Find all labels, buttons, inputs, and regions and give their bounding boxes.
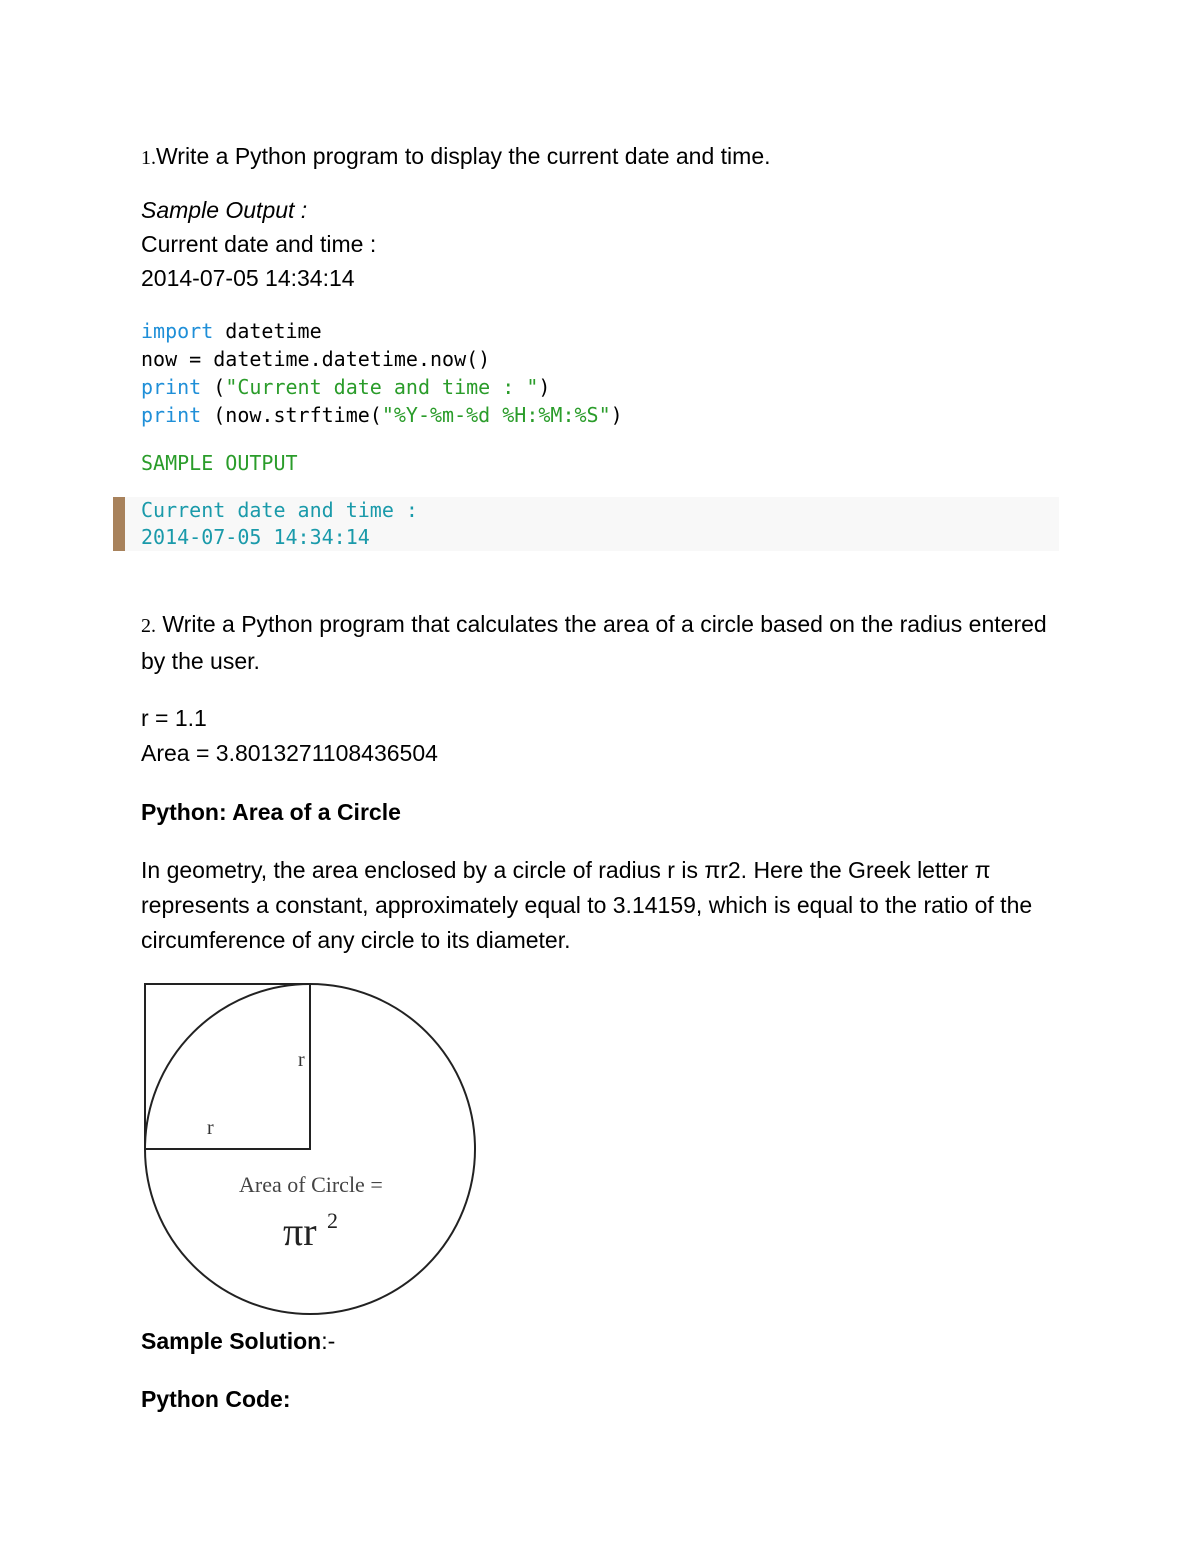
formula-exponent: 2 [327,1208,338,1233]
sample-output-heading: SAMPLE OUTPUT [141,451,298,475]
question-2-title [141,607,1061,679]
sample-solution-suffix: :- [321,1328,336,1354]
question-1-number: 1. [141,147,156,169]
output-line-2: 2014-07-05 14:34:14 [141,525,370,549]
radius-square [145,984,310,1149]
circle-diagram [141,980,481,1320]
question-1-text: Write a Python program to display the current date and time. [156,143,771,169]
area-heading: Python: Area of a Circle [141,799,401,825]
sample-output-line-2: 2014-07-05 14:34:14 [141,265,355,291]
radius-label-vertical: r [298,1049,305,1071]
geometry-paragraph: In geometry, the area enclosed by a circle of radius r is πr2. Here the Greek letter π represents a constant, approximately equal to 3.14159, which is equal to the ratio of the circumference of any circle to its diameter. [141,857,1033,953]
python-code-heading: Python Code: [141,1386,291,1412]
question-2-number: 2. [141,615,156,637]
radius-label-horizontal: r [207,1117,214,1139]
output-box [113,497,1059,551]
sample-solution-heading [141,1324,1061,1358]
sample-output-line-1: Current date and time : [141,231,377,257]
sample-output-label: Sample Output : [141,197,308,223]
code-line-1: import datetime [141,319,322,343]
sample-solution-label: Sample Solution [141,1328,322,1354]
document-page [141,138,1061,1416]
area-value: Area = 3.8013271108436504 [141,740,438,766]
circle-area-figure [141,980,481,1320]
code-line-3: print ("Current date and time : ") [141,375,551,399]
radius-value: r = 1.1 [141,705,207,731]
code-line-2: now = datetime.datetime.now() [141,347,491,371]
formula-base: πr [283,1209,317,1254]
question-2-text: Write a Python program that calculates the area of a circle based on the radius entered by the user. [141,611,1047,674]
example-values [141,701,1061,771]
question-1-title [141,138,1061,176]
output-line-1: Current date and time : [141,498,418,522]
code-line-4: print (now.strftime("%Y-%m-%d %H:%M:%S") [141,403,623,427]
area-caption: Area of Circle = [239,1172,383,1197]
code-block-1 [141,317,1061,429]
